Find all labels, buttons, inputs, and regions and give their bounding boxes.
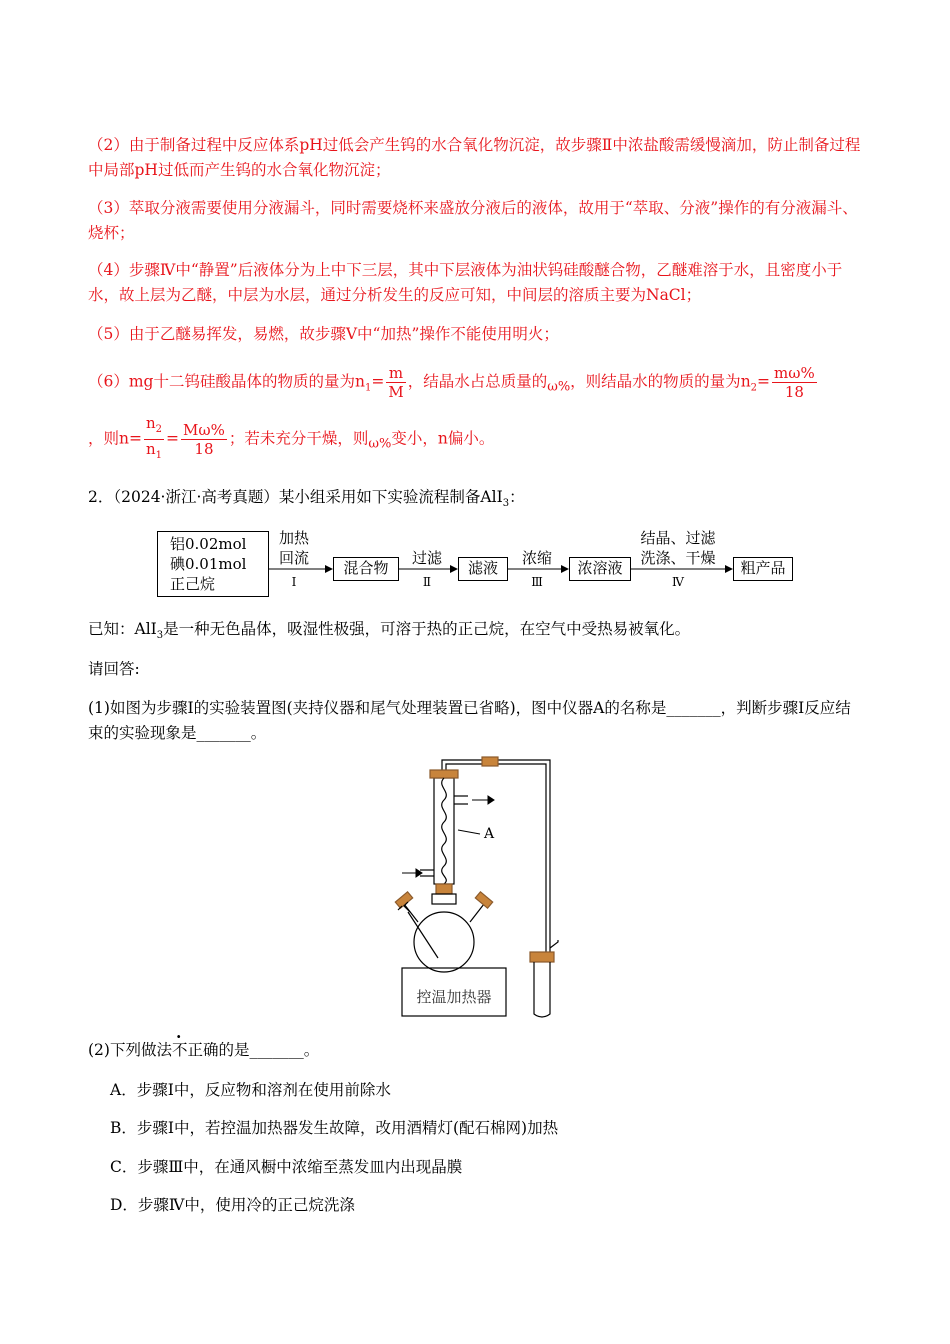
- option-c[interactable]: C．步骤Ⅲ中，在通风橱中浓缩至蒸发皿内出现晶膜: [110, 1158, 463, 1176]
- emphasis-not-correct: 不正确: [171, 1041, 219, 1059]
- flow-box-crude-product: 粗产品: [733, 557, 793, 581]
- answer-6-line1: （6）mg十二钨硅酸晶体的物质的量为$n_1=$ $\frac{m}{M}$ ，结晶水占总质量的$_{\omega\%}$，则结晶水的物质的量为$n_2=$ $\frac{m\omega\%}{18}$: [88, 364, 815, 401]
- step3-top: 浓缩: [521, 549, 552, 567]
- answer-5: （5）由于乙醚易挥发，易燃，故步骤Ⅴ中“加热”操作不能使用明火；: [88, 325, 559, 343]
- flow-start-box: 铝0.02mol 碘0.01mol 正己烷: [157, 531, 269, 597]
- step1-top-2: 回流: [278, 549, 309, 567]
- option-a[interactable]: A．步骤I中，反应物和溶剂在使用前除水: [110, 1081, 391, 1099]
- step1-top-1: 加热: [278, 529, 309, 547]
- step1-label: Ⅰ: [291, 575, 297, 589]
- answer-2: （2）由于制备过程中反应体系pH过低会产生钨的水合氧化物沉淀，故步骤Ⅱ中浓盐酸需缓慢滴加，防止制备过程中局部pH过低而产生钨的水合氧化物沉淀；: [88, 136, 861, 179]
- flow-arrows: [0, 0, 950, 600]
- step4-label: Ⅳ: [672, 575, 684, 589]
- fraction-momega-over-18: $\frac{m\omega\%}{18}$: [774, 364, 815, 401]
- question-1: (1)如图为步骤I的实验装置图(夹持仪器和尾气处理装置已省略)，图中仪器A的名称是_______，判断步骤I反应结束的实验现象是_______。: [88, 699, 851, 742]
- question-stem: 2．（2024·浙江·高考真题）某小组采用如下实验流程制备AlI$_3$：: [88, 488, 525, 510]
- apparatus-diagram: [380, 752, 580, 1020]
- fraction-Momega-over-18: $\frac{M\omega\%}{18}$: [183, 421, 225, 458]
- step4-top-1: 结晶、过滤: [640, 529, 716, 547]
- fraction-n2-over-n1: $\frac{n_2}{n_1}$: [146, 414, 163, 461]
- heater-label: 控温加热器: [416, 988, 492, 1006]
- answer-3: （3）萃取分液需要使用分液漏斗，同时需要烧杯来盛放分液后的液体，故用于“萃取、分液”操作的有分液漏斗、烧杯；: [88, 199, 858, 242]
- step2-top: 过滤: [411, 549, 442, 567]
- please-answer: 请回答:: [88, 660, 140, 678]
- flow-chart: [0, 0, 950, 600]
- answer-6-line2: ，则n= $\frac{n_2}{n_1}$ = $\frac{M\omega\%}{18}$ ；若未充分干燥，则$_{\omega\%}$变小，n偏小。: [88, 414, 863, 465]
- answer-4: （4）步骤Ⅳ中“静置”后液体分为上中下三层，其中下层液体为油状钨硅酸醚合物，乙醚难溶于水，且密度小于水，故上层为乙醚，中层为水层，通过分析发生的反应可知，中间层的溶质主要为NaCl；: [88, 261, 843, 304]
- question-2: (2)下列做法不正确的是_______。: [88, 1038, 863, 1063]
- fraction-m-over-M: $\frac{m}{M}$: [388, 364, 404, 401]
- option-b[interactable]: B．步骤I中，若控温加热器发生故障，改用酒精灯(配石棉网)加热: [110, 1119, 559, 1137]
- flow-box-filtrate: 滤液: [458, 557, 508, 581]
- step3-label: Ⅲ: [531, 575, 543, 589]
- flow-box-mixture: 混合物: [333, 557, 399, 581]
- apparatus-label-a: A: [484, 826, 495, 842]
- known-note: 已知：AlI$_3$是一种无色晶体，吸湿性极强，可溶于热的正己烷，在空气中受热易被氧化。: [88, 620, 691, 642]
- option-d[interactable]: D．步骤Ⅳ中，使用冷的正己烷洗涤: [110, 1196, 355, 1214]
- step4-top-2: 洗涤、干燥: [640, 549, 716, 567]
- flow-box-concentrate: 浓溶液: [569, 557, 631, 581]
- step2-label: Ⅱ: [422, 575, 432, 589]
